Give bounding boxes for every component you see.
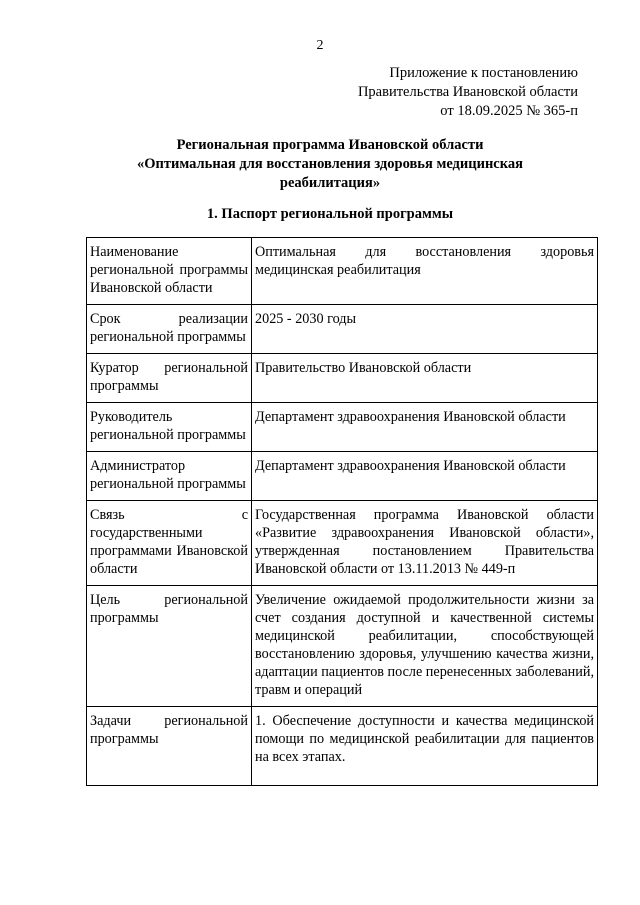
row-value: 2025 - 2030 годы (252, 305, 598, 354)
document-title (80, 136, 580, 193)
table-row (87, 305, 598, 354)
row-value: Оптимальная для восстановления здоровья медицинская реабилитация (252, 238, 598, 305)
table-row (87, 238, 598, 305)
row-label: Срок реализации региональной программы (87, 305, 252, 354)
row-label: Администратор региональной программы (87, 452, 252, 501)
table-row (87, 586, 598, 707)
row-value: Государственная программа Ивановской области «Развитие здравоохранения Ивановской области», утвержденная постановлением Правительства Ивановской области от 13.11.2013 № 449-п (252, 501, 598, 586)
row-value: Увеличение ожидаемой продолжительности жизни за счет создания доступной и качественной системы медицинской реабилитации, способствующей восстановлению здоровья, улучшению качества жизни, адаптации пациентов после перенесенных заболеваний, травм и операций (252, 586, 598, 707)
title-line: реабилитация» (279, 175, 381, 191)
table-row (87, 403, 598, 452)
page-number: 2 (316, 38, 324, 53)
title-line: «Оптимальная для восстановления здоровья медицинская (137, 156, 523, 172)
row-value: 1. Обеспечение доступности и качества медицинской помощи по медицинской реабилитации для пациентов на всех этапах. (252, 707, 598, 786)
table-row (87, 501, 598, 586)
row-label: Куратор региональной программы (87, 354, 252, 403)
table-row (87, 452, 598, 501)
title-line: Региональная программа Ивановской области (176, 137, 484, 153)
table-row (87, 707, 598, 786)
row-value: Правительство Ивановской области (252, 354, 598, 403)
table-row (87, 354, 598, 403)
passport-table (86, 237, 598, 786)
appendix-line: Правительства Ивановской области (357, 84, 578, 100)
section-heading: 1. Паспорт региональной программы (206, 206, 454, 222)
row-label: Наименование региональной программы Ивановской области (87, 238, 252, 305)
row-value: Департамент здравоохранения Ивановской области (252, 403, 598, 452)
row-value: Департамент здравоохранения Ивановской области (252, 452, 598, 501)
row-label: Цель региональной программы (87, 586, 252, 707)
row-label: Задачи региональной программы (87, 707, 252, 786)
row-label: Связь с государственными программами Ивановской области (87, 501, 252, 586)
appendix-header (358, 64, 578, 121)
appendix-line: от 18.09.2025 № 365-п (440, 103, 578, 119)
row-label: Руководитель региональной программы (87, 403, 252, 452)
appendix-line: Приложение к постановлению (389, 65, 578, 81)
